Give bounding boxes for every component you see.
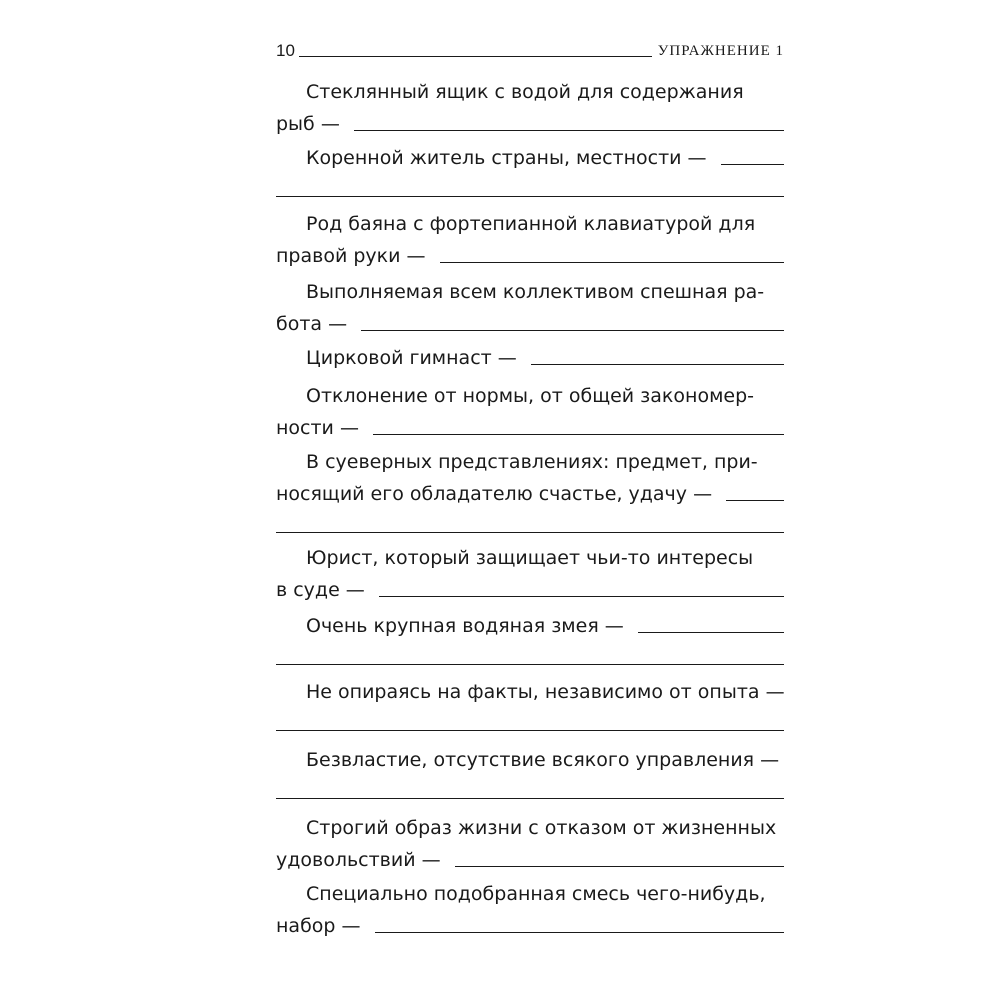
page-header [276, 36, 784, 60]
item-text-continued: ности — [276, 417, 359, 439]
item-text: Цирковой гимнаст — [306, 347, 517, 369]
item-text-line [276, 812, 784, 844]
exercise-item [276, 744, 784, 808]
item-text-continued: удовольствий — [276, 849, 441, 871]
answer-blank[interactable] [531, 342, 784, 365]
answer-blank[interactable] [455, 844, 784, 867]
exercise-item [276, 208, 784, 272]
answer-blank-line[interactable] [276, 776, 784, 808]
exercise-item [276, 342, 784, 374]
item-answer-line [276, 844, 784, 876]
answer-blank-line[interactable] [276, 642, 784, 674]
item-answer-line [276, 240, 784, 272]
exercise-item [276, 878, 784, 942]
item-text: Не опираясь на факты, независимо от опыта — [306, 681, 785, 703]
exercise-item [276, 610, 784, 674]
item-text: Строгий образ жизни с отказом от жизненных [306, 817, 777, 839]
item-text-line [276, 342, 784, 374]
answer-blank-line[interactable] [276, 708, 784, 740]
item-text: В суеверных представлениях: предмет, при- [306, 451, 758, 473]
item-text-line [276, 142, 784, 174]
item-text-line [276, 76, 784, 108]
item-answer-line [276, 478, 784, 510]
answer-blank[interactable] [726, 478, 784, 501]
item-text: Коренной житель страны, местности — [306, 147, 707, 169]
answer-blank[interactable] [440, 240, 784, 263]
item-text: Стеклянный ящик с водой для содержания [306, 81, 744, 103]
item-text: Очень крупная водяная змея — [306, 615, 624, 637]
item-text: Специально подобранная смесь чего-нибудь, [306, 883, 766, 905]
answer-blank[interactable] [379, 574, 784, 597]
header-rule [299, 56, 652, 57]
item-text-line [276, 208, 784, 240]
item-text-continued: набор — [276, 915, 361, 937]
exercise-item [276, 446, 784, 542]
answer-blank[interactable] [721, 142, 784, 165]
item-answer-line [276, 574, 784, 606]
item-text-line [276, 878, 784, 910]
answer-blank-line[interactable] [276, 510, 784, 542]
item-text-line [276, 744, 784, 776]
item-text-continued: правой руки — [276, 245, 426, 267]
book-page [276, 36, 784, 976]
item-answer-line [276, 108, 784, 140]
item-text-line [276, 676, 784, 708]
item-text-line [276, 276, 784, 308]
item-text: Отклонение от нормы, от общей закономер- [306, 385, 755, 407]
item-answer-line [276, 412, 784, 444]
item-text: Выполняемая всем коллективом спешная ра- [306, 281, 765, 303]
answer-blank[interactable] [375, 910, 784, 933]
exercise-item [276, 812, 784, 876]
answer-blank[interactable] [638, 610, 784, 633]
answer-blank[interactable] [373, 412, 784, 435]
running-title: УПРАЖНЕНИЕ 1 [657, 43, 784, 59]
item-text: Безвластие, отсутствие всякого управления — [306, 749, 780, 771]
exercise-item [276, 142, 784, 206]
exercise-item [276, 276, 784, 340]
item-text-continued: рыб — [276, 113, 340, 135]
page-number: 10 [276, 41, 295, 60]
item-answer-line [276, 308, 784, 340]
item-text-continued: носящий его обладателю счастье, удачу — [276, 483, 713, 505]
exercise-item [276, 542, 784, 606]
answer-blank[interactable] [354, 108, 784, 131]
item-text-continued: в суде — [276, 579, 365, 601]
item-text-line [276, 380, 784, 412]
exercise-item [276, 676, 784, 740]
item-answer-line [276, 910, 784, 942]
item-text: Юрист, который защищает чьи-то интересы [306, 547, 754, 569]
item-text-line [276, 446, 784, 478]
answer-blank-line[interactable] [276, 174, 784, 206]
item-text-line [276, 542, 784, 574]
answer-blank[interactable] [361, 308, 784, 331]
item-text: Род баяна с фортепианной клавиатурой для [306, 213, 756, 235]
exercise-item [276, 76, 784, 140]
item-text-continued: бота — [276, 313, 348, 335]
item-text-line [276, 610, 784, 642]
exercise-item [276, 380, 784, 444]
